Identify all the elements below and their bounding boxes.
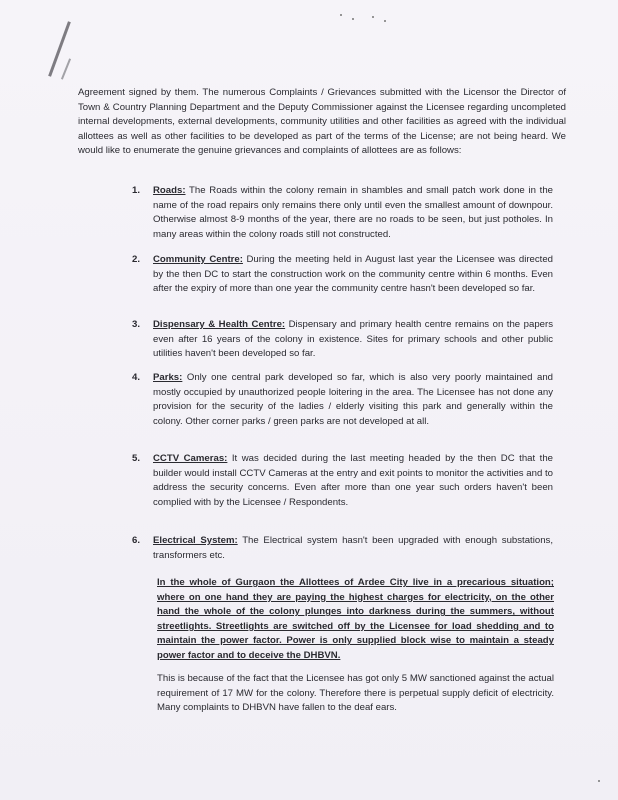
list-item <box>153 184 553 242</box>
item-heading: CCTV Cameras: <box>153 453 228 464</box>
list-item <box>153 534 553 563</box>
item-text: Only one central park developed so far, which is also very poorly maintained and mostly occupied by unauthorized people loitering in the area. The Licensee has not done any provision for the security of the ladies / elderly visiting this park and generally within the colony. Other corner parks / green parks are not developed at all. <box>153 372 553 427</box>
scan-speck <box>384 20 386 22</box>
item-number: 3. <box>132 319 141 330</box>
item-heading: Electrical System: <box>153 535 238 546</box>
list-item <box>153 452 553 510</box>
binder-mark <box>61 58 71 79</box>
emphasis-paragraph: In the whole of Gurgaon the Allottees of Ardee City live in a precarious situation; where on one hand they are paying the highest charges for electricity, on the other hand the whole of the colony plunges into darkness during the summers, without streetlights. Streetlights are switched off by the Licensee for load shedding and to maintain the power factor. Power is only supplied block wise to maintain a steady power factor and to deceive the DHBVN. <box>157 577 554 661</box>
list-item <box>153 318 553 362</box>
item-heading: Community Centre: <box>153 254 243 265</box>
list-item <box>153 253 553 297</box>
item-number: 1. <box>132 185 141 196</box>
item-text: It was decided during the last meeting headed by the then DC that the builder would install CCTV Cameras at the entry and exit points to monitor the activities and to address the security concerns. Even after more than one year such orders haven't been complied with by the Licensee / Respondents. <box>153 453 554 508</box>
item-text: The Electrical system hasn't been upgraded with enough substations, transformers etc. <box>153 535 553 561</box>
item-number: 6. <box>132 535 141 546</box>
item-heading: Dispensary & Health Centre: <box>153 319 286 330</box>
item-text: Dispensary and primary health centre remains on the papers even after 16 years of the colony in existence. Sites for primary schools and other public utilities haven't been developed so far. <box>153 319 553 360</box>
item-text: During the meeting held in August last year the Licensee was directed by the then DC to start the construction work on the community centre within 6 months. Even after the expiry of more than one year the community centre hasn't been developed so far. <box>153 254 553 295</box>
scan-speck <box>340 14 342 16</box>
scan-speck <box>372 16 374 18</box>
item-number: 5. <box>132 453 141 464</box>
list-item <box>153 371 553 429</box>
intro-paragraph: Agreement signed by them. The numerous Complaints / Grievances submitted with the Licensor the Director of Town & Country Planning Department and the Deputy Commissioner against the Licensee regarding uncompleted internal developments, external developments, community utilities and other facilities as agreed with the individual allottees as well as other facilities to be developed as part of the terms of the License; are not being heard. We would like to enumerate the genuine grievances and complaints of allottees are as follows: <box>78 87 566 157</box>
item-text: The Roads within the colony remain in shambles and small patch work done in the name of the road repairs only remains there only until even the smallest amount of downpour. Otherwise almost 8-9 months of the year, there are no roads to be seen, but just potholes. In many areas within the colony roads still not constructed. <box>153 185 553 240</box>
item-number: 4. <box>132 372 141 383</box>
item-heading: Roads: <box>153 185 186 196</box>
item-number: 2. <box>132 254 141 265</box>
binder-mark <box>48 21 71 77</box>
closing-paragraph: This is because of the fact that the Licensee has got only 5 MW sanctioned against the actual requirement of 17 MW for the colony. Therefore there is perpetual supply deficit of electricity. Many complaints to DHBVN have fallen to the deaf ears. <box>157 673 554 714</box>
scan-speck <box>352 18 354 20</box>
scan-speck <box>598 780 600 782</box>
item-heading: Parks: <box>153 372 183 383</box>
